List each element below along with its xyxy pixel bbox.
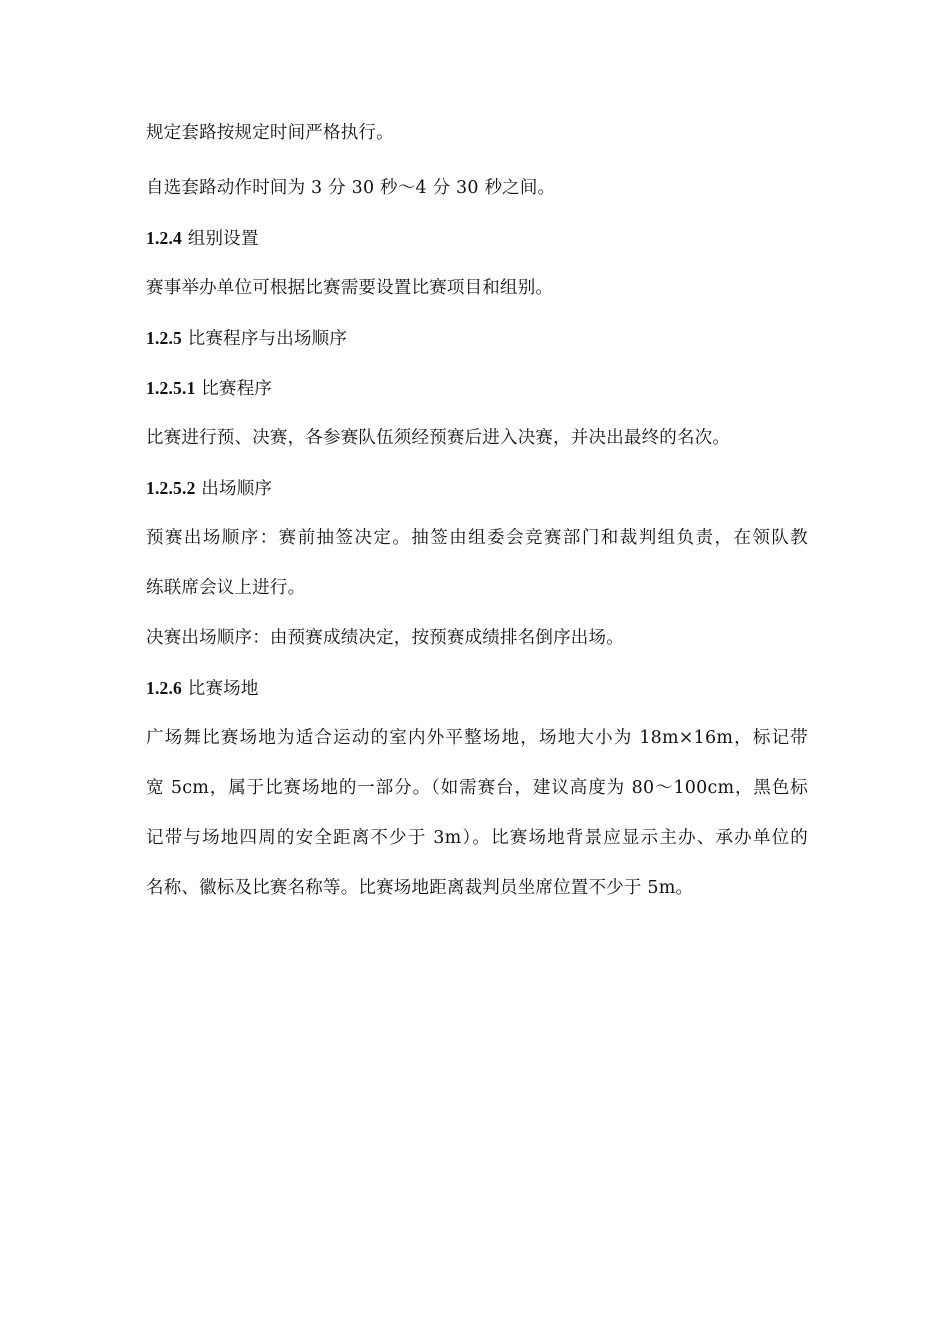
paragraph-text: 记带与场地四周的安全距离不少于 3m）。比赛场地背景应显示主办、承办单位的 <box>146 828 808 848</box>
paragraph-time-rule <box>146 121 394 145</box>
paragraph-competition-procedure <box>146 426 730 450</box>
section-number: 1.2.4 <box>146 228 182 248</box>
section-title: 出场顺序 <box>195 479 273 499</box>
paragraph-final-order <box>146 626 624 650</box>
paragraph-venue-line-1 <box>146 726 808 750</box>
section-title: 比赛程序与出场顺序 <box>182 329 348 349</box>
paragraph-text: 比赛进行预、决赛，各参赛队伍须经预赛后进入决赛，并决出最终的名次。 <box>146 428 731 448</box>
section-number: 1.2.6 <box>146 678 182 698</box>
paragraph-text: 预赛出场顺序：赛前抽签决定。抽签由组委会竞赛部门和裁判组负责，在领队教 <box>146 528 808 548</box>
paragraph-text: 练联席会议上进行。 <box>146 578 306 598</box>
heading-1-2-5-1 <box>146 376 272 400</box>
section-number: 1.2.5.2 <box>146 478 196 498</box>
paragraph-prelim-order-line-2 <box>146 576 305 600</box>
paragraph-text: 自选套路动作时间为 3 分 30 秒～4 分 30 秒之间。 <box>146 178 556 198</box>
heading-1-2-5 <box>146 326 347 350</box>
paragraph-venue-line-2 <box>146 776 808 800</box>
paragraph-text: 决赛出场顺序：由预赛成绩决定，按预赛成绩排名倒序出场。 <box>146 628 624 648</box>
paragraph-prelim-order-line-1 <box>146 526 808 550</box>
section-title: 比赛程序 <box>195 379 273 399</box>
paragraph-text: 广场舞比赛场地为适合运动的室内外平整场地，场地大小为 18m×16m，标记带 <box>146 728 808 748</box>
section-number: 1.2.5 <box>146 328 182 348</box>
heading-1-2-4 <box>146 226 259 250</box>
paragraph-text: 宽 5cm，属于比赛场地的一部分。（如需赛台，建议高度为 80～100cm，黑色标 <box>146 778 808 798</box>
paragraph-text: 规定套路按规定时间严格执行。 <box>146 123 394 143</box>
heading-1-2-5-2 <box>146 476 272 500</box>
section-number: 1.2.5.1 <box>146 378 196 398</box>
section-title: 比赛场地 <box>182 679 259 699</box>
section-title: 组别设置 <box>182 229 259 249</box>
paragraph-text: 赛事举办单位可根据比赛需要设置比赛项目和组别。 <box>146 278 554 298</box>
heading-1-2-6 <box>146 676 259 700</box>
paragraph-venue-line-3 <box>146 826 808 850</box>
paragraph-venue-line-4 <box>146 876 693 900</box>
paragraph-free-routine-time <box>146 176 555 200</box>
paragraph-group-setting <box>146 276 553 300</box>
paragraph-text: 名称、徽标及比赛名称等。比赛场地距离裁判员坐席位置不少于 5m。 <box>146 878 694 898</box>
